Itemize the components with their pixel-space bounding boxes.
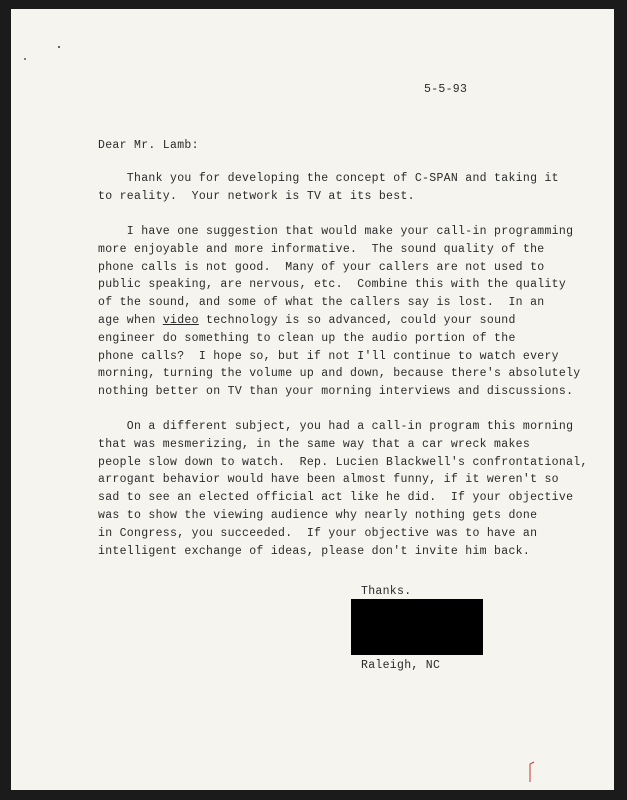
redaction-box	[351, 599, 483, 655]
letter-page	[11, 9, 614, 790]
text-line: sad to see an elected official act like he did. If your objective	[98, 491, 574, 505]
text-line: phone calls is not good. Many of your callers are not used to	[98, 260, 545, 274]
text-line: public speaking, are nervous, etc. Combine this with the quality	[98, 278, 567, 292]
paragraph-1	[98, 170, 559, 206]
text-line: I have one suggestion that would make your call-in programming	[98, 225, 574, 238]
text-line: morning, turning the volume up and down, because there's absolutely	[98, 367, 581, 381]
sender-location: Raleigh, NC	[361, 659, 441, 672]
paper-speck	[58, 46, 60, 48]
text-line: Thank you for developing the concept of C-SPAN and taking it	[98, 172, 559, 185]
text-line: intelligent exchange of ideas, please don't invite him back.	[98, 544, 531, 558]
text-line: arrogant behavior would have been almost funny, if it weren't so	[98, 473, 559, 487]
paper-speck	[24, 58, 26, 60]
text-fragment: technology is so advanced, could your sound	[198, 313, 516, 327]
text-line: people slow down to watch. Rep. Lucien Blackwell's confrontational,	[98, 455, 588, 469]
text-line: that was mesmerizing, in the same way that a car wreck makes	[98, 437, 531, 451]
text-line: was to show the viewing audience why nearly nothing gets done	[98, 508, 538, 522]
text-line: in Congress, you succeeded. If your objective was to have an	[98, 526, 538, 540]
text-line: On a different subject, you had a call-in program this morning	[98, 420, 574, 433]
text-line: phone calls? I hope so, but if not I'll continue to watch every	[98, 349, 559, 363]
text-line: engineer do something to clean up the audio portion of the	[98, 331, 516, 345]
text-line: more enjoyable and more informative. The sound quality of the	[98, 242, 545, 256]
text-line-underlined	[98, 312, 580, 330]
pen-mark-icon	[529, 761, 535, 783]
closing: Thanks.	[361, 585, 412, 598]
paragraph-3	[98, 418, 588, 560]
text-line: of the sound, and some of what the callers say is lost. In an	[98, 296, 545, 310]
text-line: to reality. Your network is TV at its best.	[98, 189, 415, 203]
text-line: nothing better on TV than your morning interviews and discussions.	[98, 385, 574, 399]
salutation: Dear Mr. Lamb:	[98, 139, 199, 152]
paragraph-2	[98, 223, 580, 401]
underlined-word: video	[162, 313, 199, 327]
letter-date: 5-5-93	[424, 83, 468, 96]
text-fragment: age when	[98, 313, 163, 327]
